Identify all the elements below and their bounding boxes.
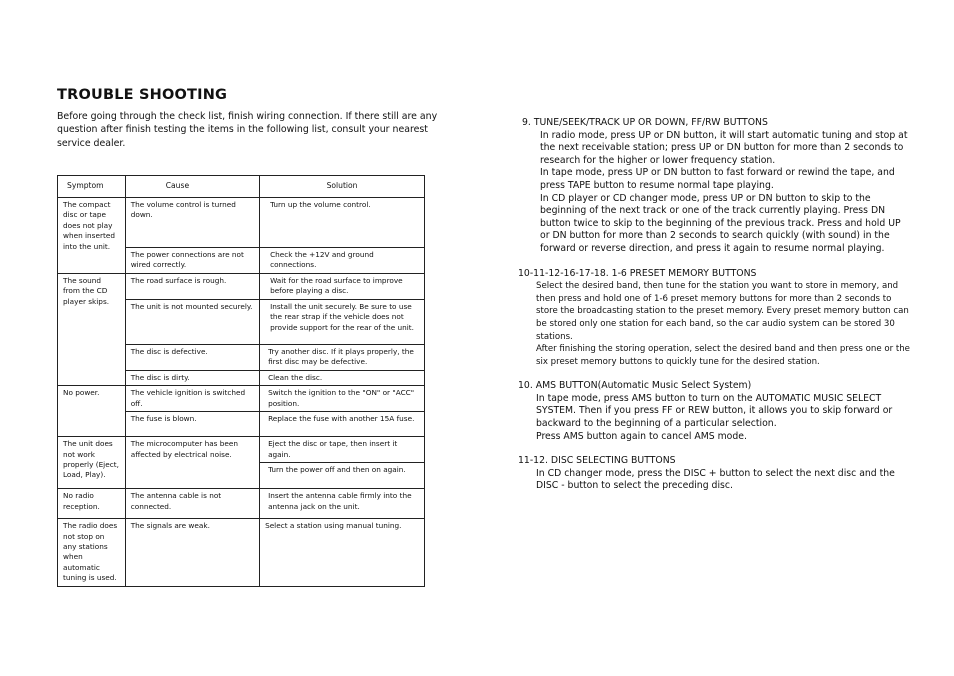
cause-cell: The unit is not mounted securely. [125, 300, 259, 345]
section-heading: 11-12. DISC SELECTING BUTTONS [518, 455, 676, 467]
cause-cell: The road surface is rough. [125, 274, 259, 300]
symptom-cell: The sound from the CD player skips. [58, 274, 126, 386]
section-paragraph: In CD changer mode, press the DISC + button to select the next disc and the DISC - button to select the preceding disc. [536, 467, 895, 492]
cause-cell: The power connections are not wired correctly. [125, 248, 259, 274]
solution-cell: Switch the ignition to the "ON" or "ACC" position. [260, 386, 425, 412]
section-paragraph: Press AMS button again to cancel AMS mode. [536, 430, 747, 442]
symptom-cell: The radio does not stop on any stations when automatic tuning is used. [58, 519, 126, 586]
section-heading: 10. AMS BUTTON(Automatic Music Select System) [518, 380, 752, 392]
solution-cell: Install the unit securely. Be sure to use the rear strap if the vehicle does not provide support for the rear of the unit. [260, 300, 425, 345]
header-solution: Solution [260, 176, 425, 198]
cause-cell: The microcomputer has been affected by electrical noise. [125, 437, 259, 489]
troubleshooting-table [57, 175, 425, 587]
section-heading: 9. TUNE/SEEK/TRACK UP OR DOWN, FF/RW BUTTONS [522, 117, 768, 128]
cause-cell: The disc is dirty. [125, 371, 259, 386]
table-row [58, 489, 425, 519]
section-preset-memory [518, 268, 910, 369]
cause-cell: The disc is defective. [125, 345, 259, 371]
table-row [58, 386, 425, 412]
cause-cell: The volume control is turned down. [125, 198, 259, 248]
table-header-row [58, 176, 425, 198]
page-title: TROUBLE SHOOTING [57, 87, 228, 103]
section-ams [518, 380, 910, 443]
section-paragraph: In tape mode, press UP or DN button to fast forward or rewind the tape, and press TAPE button to resume normal tape playing. [540, 167, 895, 191]
cause-cell: The fuse is blown. [125, 412, 259, 437]
section-paragraph: Select the desired band, then tune for the station you want to store in memory, and then press and hold one of 1-6 preset memory buttons for more than 2 seconds to store the broadcasting station to the preset memory. Every preset memory button can be stored only one station for each band, so the car audio system can be stored 30 stations. [536, 281, 909, 342]
section-paragraph: In CD player or CD changer mode, press UP or DN button to skip to the beginning of the next track or one of the track currently playing. Press DN button twice to skip to the beginning of the previous track. Press and hold UP or DN button for more than 2 seconds to search quickly (with sound) in the forward or reverse direction, and press it again to resume normal playing. [540, 192, 901, 254]
solution-cell: Turn up the volume control. [260, 198, 425, 248]
cause-cell: The signals are weak. [125, 519, 259, 586]
table-row [58, 198, 425, 248]
solution-cell: Wait for the road surface to improve before playing a disc. [260, 274, 425, 300]
instructions-column [518, 117, 910, 505]
section-tune-seek [522, 117, 910, 256]
section-disc-select [518, 455, 910, 493]
symptom-cell: The compact disc or tape does not play when inserted into the unit. [58, 198, 126, 274]
table-row [58, 437, 425, 463]
intro-paragraph: Before going through the check list, finish wiring connection. If there still are any question after finish testing the items in the following list, consult your nearest service dealer. [57, 111, 438, 149]
solution-cell: Clean the disc. [260, 371, 425, 386]
header-symptom: Symptom [58, 176, 126, 198]
solution-cell: Select a station using manual tuning. [260, 519, 425, 586]
section-paragraph: After finishing the storing operation, select the desired band and then press one or the six preset memory buttons to quickly tune for the desired station. [536, 344, 910, 367]
symptom-cell: The unit does not work properly (Eject, Load, Play). [58, 437, 126, 489]
cause-cell: The vehicle ignition is switched off. [125, 386, 259, 412]
section-paragraph: In radio mode, press UP or DN button, it will start automatic tuning and stop at the next receivable station; press UP or DN button for more than 2 seconds to research for the higher or lower frequency station. [540, 129, 908, 166]
solution-cell: Insert the antenna cable firmly into the antenna jack on the unit. [260, 489, 425, 519]
solution-cell: Eject the disc or tape, then insert it again. [260, 437, 425, 463]
solution-cell: Turn the power off and then on again. [260, 463, 425, 489]
header-cause: Cause [125, 176, 259, 198]
symptom-cell: No radio reception. [58, 489, 126, 519]
solution-cell: Try another disc. If it plays properly, the first disc may be defective. [260, 345, 425, 371]
cause-cell: The antenna cable is not connected. [125, 489, 259, 519]
table-row [58, 519, 425, 586]
symptom-cell: No power. [58, 386, 126, 437]
solution-cell: Check the +12V and ground connections. [260, 248, 425, 274]
section-heading: 10-11-12-16-17-18. 1-6 PRESET MEMORY BUTTONS [518, 267, 757, 279]
solution-cell: Replace the fuse with another 15A fuse. [260, 412, 425, 437]
table-row [58, 274, 425, 300]
section-paragraph: In tape mode, press AMS button to turn on the AUTOMATIC MUSIC SELECT SYSTEM. Then if you press FF or REW button, it allows you to skip forward or backward to the beginning of a particular selection. [536, 392, 893, 430]
